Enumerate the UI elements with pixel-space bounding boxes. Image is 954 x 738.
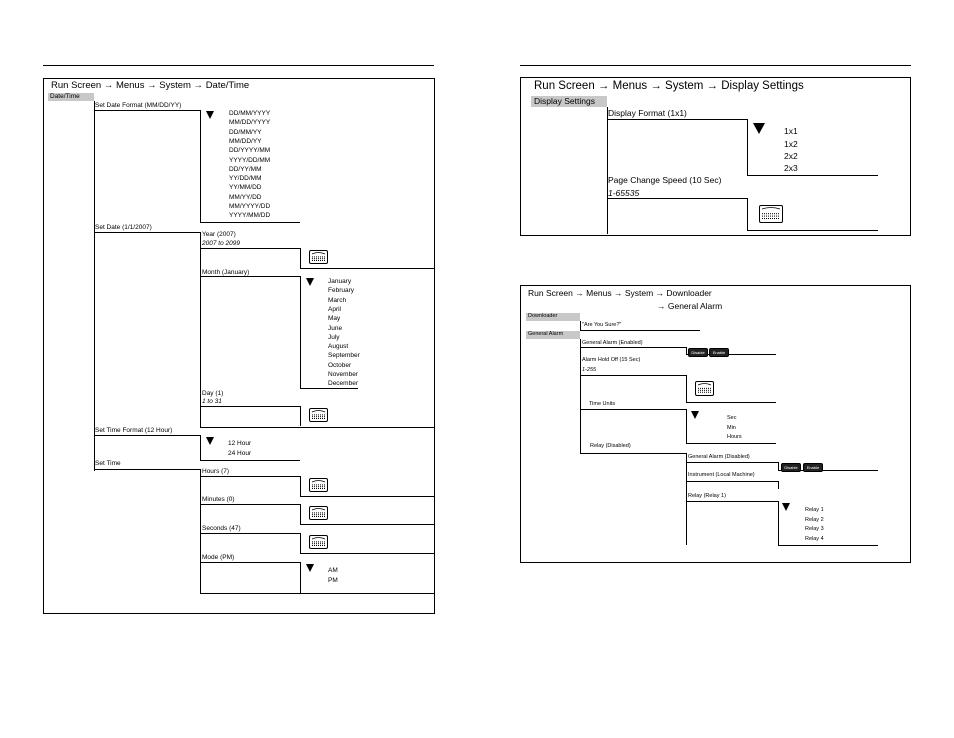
dt-line: [200, 460, 300, 461]
dt-line: [300, 553, 435, 554]
time-unit-min[interactable]: Min: [727, 425, 736, 431]
dt-line: [200, 435, 201, 460]
keyboard-icon[interactable]: [309, 478, 328, 492]
dt-line: [200, 276, 300, 277]
year-item[interactable]: Year (2007): [202, 231, 236, 238]
top-rule-left: [43, 65, 434, 66]
dropdown-arrow-icon[interactable]: [206, 437, 214, 445]
downloader-breadcrumb-line2: → General Alarm: [657, 301, 723, 311]
dt-line: [300, 562, 301, 593]
dl-line: [686, 481, 778, 482]
downloader-root-label[interactable]: Downloader: [528, 313, 558, 319]
date-format-option[interactable]: DD/YYYY/MM: [229, 147, 271, 155]
ds-line: [607, 119, 747, 120]
general-alarm-root-label[interactable]: General Alarm: [528, 331, 564, 337]
relay-option[interactable]: Relay 3: [805, 526, 824, 532]
year-range: 2007 to 2099: [202, 240, 240, 247]
mode-item[interactable]: Mode (PM): [202, 554, 235, 561]
time-format-24[interactable]: 24 Hour: [228, 450, 252, 457]
date-time-breadcrumb: Run Screen → Menus → System → Date/Time: [51, 80, 250, 91]
hours-item[interactable]: Hours (7): [202, 468, 230, 475]
month-option[interactable]: February: [328, 287, 355, 295]
relay-general-alarm-item[interactable]: General Alarm (Disabled): [688, 454, 750, 460]
disable-button[interactable]: Disable: [781, 463, 801, 472]
ds-line: [747, 198, 748, 230]
display-format-item[interactable]: Display Format (1x1): [608, 108, 687, 118]
month-option[interactable]: October: [328, 361, 352, 369]
dl-line: [686, 453, 687, 545]
dt-line: [94, 469, 200, 470]
dt-line: [300, 248, 301, 268]
date-format-option[interactable]: DD/YY/MM: [229, 165, 262, 173]
ds-line: [747, 175, 878, 176]
dt-line: [300, 504, 301, 524]
dropdown-arrow-icon[interactable]: [306, 564, 314, 572]
hold-off-range: 1-255: [582, 367, 597, 373]
dl-line: [686, 462, 778, 463]
page-change-speed-item[interactable]: Page Change Speed (10 Sec): [608, 175, 722, 185]
format-option[interactable]: 1x1: [784, 126, 798, 136]
keyboard-icon[interactable]: [309, 250, 328, 264]
month-option[interactable]: November: [328, 371, 358, 378]
time-unit-sec[interactable]: Sec: [727, 415, 737, 421]
keyboard-icon[interactable]: [759, 205, 783, 223]
format-option[interactable]: 1x2: [784, 139, 798, 149]
dt-line: [300, 276, 301, 388]
dt-line: [300, 406, 301, 426]
dt-line: [200, 406, 300, 407]
dt-line: [200, 504, 300, 505]
month-option[interactable]: March: [328, 296, 347, 304]
dl-line: [778, 462, 779, 470]
disable-button[interactable]: Disable: [688, 348, 708, 357]
dl-line: [580, 453, 686, 454]
dt-line: [200, 476, 300, 477]
ds-line: [747, 230, 878, 231]
time-format-12[interactable]: 12 Hour: [228, 440, 252, 447]
date-format-option[interactable]: DD/MM/YYYY: [229, 110, 271, 117]
dl-line: [778, 501, 779, 545]
relay-option[interactable]: Relay 2: [805, 517, 824, 523]
dl-line: [778, 481, 779, 489]
set-date-format[interactable]: Set Date Format (MM/DD/YY): [95, 102, 182, 109]
dt-line: [200, 248, 300, 249]
day-item[interactable]: Day (1): [202, 390, 224, 397]
month-option[interactable]: August: [328, 343, 349, 351]
month-option[interactable]: April: [328, 305, 342, 313]
dl-line: [686, 501, 778, 502]
time-unit-hours[interactable]: Hours: [727, 434, 742, 440]
speed-range: 1-65535: [608, 188, 640, 198]
format-option[interactable]: 2x3: [784, 163, 798, 173]
format-option[interactable]: 2x2: [784, 151, 798, 161]
dl-line: [686, 375, 687, 402]
enable-button[interactable]: Enable: [709, 348, 729, 357]
date-format-option[interactable]: MM/DD/YYYY: [229, 119, 271, 127]
date-format-option[interactable]: YY/DD/MM: [229, 175, 262, 183]
ds-line: [607, 198, 747, 199]
alarm-hold-off-item[interactable]: Alarm Hold Off (15 Sec): [582, 357, 641, 363]
dl-line: [580, 375, 686, 376]
dt-line: [200, 232, 201, 427]
dropdown-arrow-icon[interactable]: [782, 503, 790, 511]
mode-am[interactable]: AM: [328, 567, 338, 574]
instrument-item[interactable]: Instrument (Local Machine): [688, 472, 755, 478]
set-time[interactable]: Set Time: [95, 460, 121, 467]
dt-line: [94, 232, 200, 233]
date-format-option[interactable]: YYYY/DD/MM: [229, 156, 271, 164]
dt-line: [200, 110, 201, 222]
display-settings-breadcrumb: Run Screen → Menus → System → Display Settings: [534, 80, 804, 92]
dropdown-arrow-icon[interactable]: [691, 411, 699, 419]
general-alarm-item[interactable]: General Alarm (Enabled): [582, 340, 643, 346]
month-option[interactable]: September: [328, 352, 360, 360]
keyboard-icon[interactable]: [695, 381, 714, 396]
dropdown-arrow-icon[interactable]: [753, 123, 765, 134]
dt-line: [200, 469, 201, 593]
ds-line: [607, 107, 608, 234]
date-format-option[interactable]: DD/MM/YY: [229, 128, 262, 136]
month-option[interactable]: January: [328, 278, 352, 285]
dropdown-arrow-icon[interactable]: [206, 111, 214, 119]
dt-line: [200, 593, 435, 594]
dt-line: [300, 476, 301, 496]
minutes-item[interactable]: Minutes (0): [202, 496, 235, 503]
month-item[interactable]: Month (January): [202, 269, 250, 276]
date-format-option[interactable]: YYYY/MM/DD: [229, 212, 271, 220]
ds-line: [747, 119, 748, 175]
dt-line: [94, 435, 200, 436]
mode-pm[interactable]: PM: [328, 577, 338, 584]
relay-select-item[interactable]: Relay (Relay 1): [688, 493, 726, 499]
month-option[interactable]: June: [328, 324, 343, 332]
dt-col1-line: [94, 101, 95, 471]
dt-line: [300, 524, 435, 525]
date-format-option[interactable]: MM/YYYY/DD: [229, 203, 271, 210]
dt-line: [300, 533, 301, 553]
set-time-format[interactable]: Set Time Format (12 Hour): [95, 427, 173, 434]
relay-option[interactable]: Relay 4: [805, 536, 824, 542]
are-you-sure[interactable]: "Are You Sure?": [582, 322, 622, 328]
dl-line: [686, 347, 687, 354]
dt-line: [200, 427, 435, 428]
dl-line: [686, 402, 776, 403]
date-time-root-label[interactable]: Date/Time: [50, 93, 80, 100]
dropdown-arrow-icon[interactable]: [306, 278, 314, 286]
month-option[interactable]: July: [328, 333, 340, 341]
dl-line: [778, 545, 878, 546]
keyboard-icon[interactable]: [309, 506, 328, 520]
dt-line: [94, 110, 200, 111]
date-format-option[interactable]: MM/YY/DD: [229, 193, 262, 201]
date-format-option[interactable]: MM/DD/YY: [229, 137, 262, 145]
time-units-item[interactable]: Time Units: [589, 401, 616, 407]
date-format-option[interactable]: YY/MM/DD: [229, 184, 262, 192]
downloader-breadcrumb-line1: Run Screen → Menus → System → Downloader: [528, 288, 712, 298]
dt-line: [200, 562, 300, 563]
relay-item[interactable]: Relay (Disabled): [590, 443, 631, 449]
top-rule-right: [520, 65, 911, 66]
dt-line: [300, 496, 435, 497]
downloader-panel: [520, 285, 911, 563]
display-settings-root-label[interactable]: Display Settings: [534, 96, 595, 106]
dl-line: [686, 443, 776, 444]
dl-line: [580, 330, 700, 331]
dl-line: [686, 409, 687, 443]
keyboard-icon[interactable]: [309, 408, 328, 422]
dl-line: [580, 347, 686, 348]
month-option[interactable]: December: [328, 380, 358, 388]
enable-button[interactable]: Enable: [803, 463, 823, 472]
dl-line: [580, 321, 581, 330]
dt-line: [200, 533, 300, 534]
dt-line: [300, 388, 358, 389]
dl-line: [580, 339, 581, 453]
seconds-item[interactable]: Seconds (47): [202, 525, 241, 532]
day-range: 1 to 31: [202, 398, 222, 405]
dt-line: [300, 268, 435, 269]
keyboard-icon[interactable]: [309, 535, 328, 549]
month-option[interactable]: May: [328, 315, 341, 323]
relay-option[interactable]: Relay 1: [805, 507, 824, 513]
dt-line: [200, 222, 300, 223]
set-date[interactable]: Set Date (1/1/2007): [95, 224, 152, 231]
dl-line: [580, 409, 686, 410]
